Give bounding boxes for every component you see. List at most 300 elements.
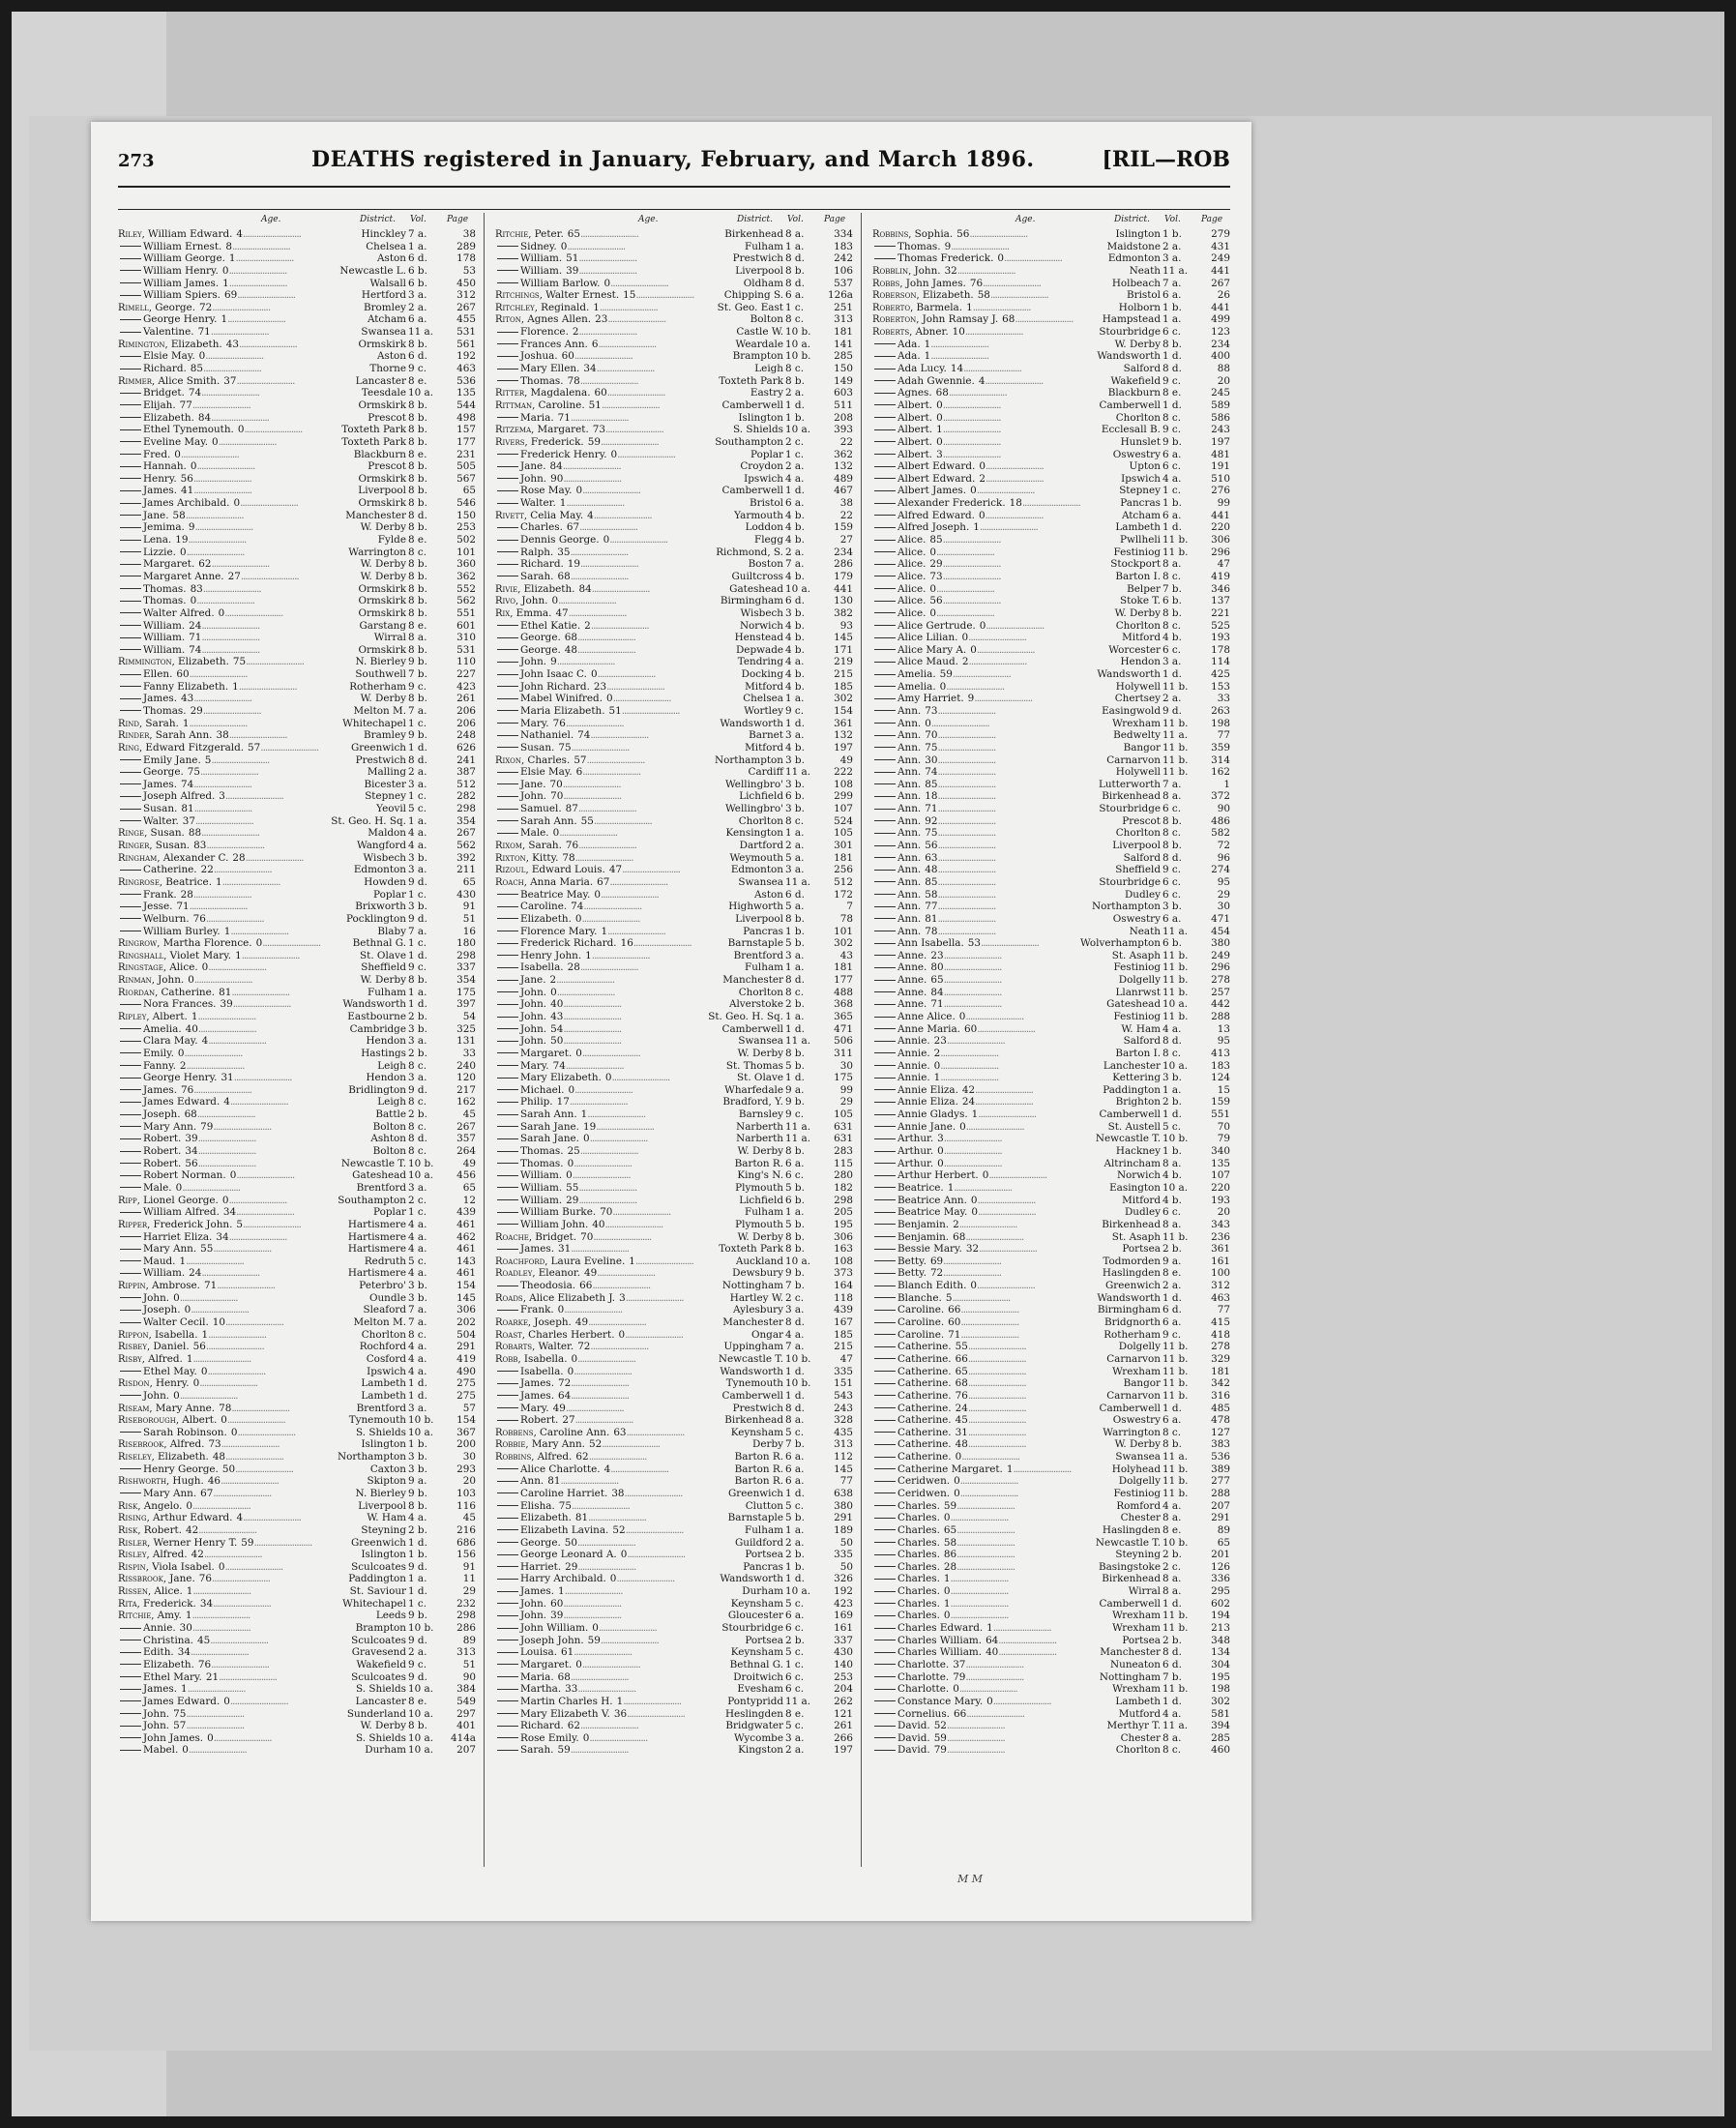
entry-district: Neath — [1129, 264, 1161, 277]
entry-surname: Risk, — [118, 1524, 144, 1536]
entry-age: 0 — [954, 1487, 960, 1499]
ditto-dash — [874, 503, 896, 504]
entry-name-cell — [495, 449, 785, 461]
register-entry — [118, 497, 476, 510]
leader-dots: .......................... — [985, 509, 1044, 521]
entry-district: Haslingden — [1102, 1267, 1161, 1280]
entry-age: 4 — [978, 374, 986, 387]
entry-forenames: Lizzie. — [143, 546, 176, 558]
entry-district: Toxteth Park — [341, 424, 406, 436]
entry-page: 177 — [834, 974, 853, 987]
leader-dots: .......................... — [596, 1120, 655, 1133]
register-entry — [118, 399, 476, 412]
entry-district: Newcastle T. — [1095, 1133, 1161, 1145]
entry-forenames: John. — [520, 998, 547, 1011]
leader-dots: .......................... — [601, 399, 660, 411]
entry-district: Pocklington — [345, 912, 406, 925]
ditto-dash — [120, 870, 141, 871]
leader-dots: .......................... — [205, 912, 264, 925]
register-entry — [495, 901, 853, 913]
entry-age: 74 — [181, 778, 194, 790]
entry-volume: 7 b. — [1162, 1670, 1182, 1683]
entry-volume: 8 c. — [1162, 570, 1182, 582]
entry-page: 278 — [1211, 974, 1230, 987]
leader-dots: .......................... — [563, 1022, 622, 1035]
entry-page: 400 — [1211, 350, 1230, 363]
entry-age: 66 — [955, 1352, 968, 1365]
ditto-dash — [874, 1004, 896, 1005]
ditto-dash — [120, 332, 141, 333]
leader-dots: .......................... — [221, 875, 280, 888]
entry-age: 1 — [943, 1597, 951, 1610]
entry-page: 15 — [1217, 1083, 1230, 1096]
entry-age: 0 — [936, 411, 943, 424]
entry-page: 442 — [1211, 998, 1230, 1011]
ditto-dash — [120, 674, 141, 675]
entry-volume: 8 c. — [408, 546, 427, 558]
entry-page: 121 — [834, 1707, 853, 1720]
entry-district: Brentford — [356, 1402, 406, 1414]
entry-district: Wandsworth — [1097, 1291, 1161, 1304]
entry-age: 24 — [955, 1402, 968, 1414]
entry-district: Birkenhead — [1102, 790, 1161, 803]
entry-page: 336 — [1211, 1573, 1230, 1585]
entry-volume: 6 a. — [785, 1451, 805, 1463]
entry-forenames: John. — [914, 264, 941, 277]
entry-volume: 9 c. — [408, 1658, 427, 1670]
register-entry — [872, 729, 1230, 742]
ditto-dash — [497, 1700, 518, 1701]
entry-page: 151 — [834, 1377, 853, 1390]
entry-forenames: Hannah. — [143, 460, 187, 473]
ditto-dash — [497, 809, 518, 810]
entry-volume: 8 c. — [408, 1145, 427, 1158]
leader-dots: .......................... — [943, 949, 1002, 961]
entry-page: 546 — [456, 497, 476, 510]
entry-forenames: Harriet Eliza. — [143, 1230, 213, 1243]
entry-forenames: Catherine. — [897, 1341, 952, 1353]
entry-page: 357 — [456, 1133, 476, 1145]
entry-page: 90 — [1217, 803, 1230, 815]
register-entry — [118, 681, 476, 694]
entry-forenames: William. — [143, 619, 186, 632]
entry-forenames: Mabel. — [143, 1744, 179, 1757]
entry-surname: Riseam, — [118, 1403, 156, 1414]
entry-volume: 11 b. — [1162, 1389, 1189, 1402]
leader-dots: .......................... — [606, 387, 665, 399]
entry-age: 0 — [970, 1280, 978, 1292]
entry-volume: 8 c. — [1162, 1047, 1182, 1059]
entry-page: 118 — [834, 1291, 853, 1304]
entry-forenames: Alice Smith. — [158, 374, 221, 387]
ditto-dash — [497, 735, 518, 736]
entry-district: Barton R. — [734, 1475, 783, 1488]
entry-district: Aston — [754, 888, 783, 901]
entry-volume: 11 b. — [1162, 754, 1189, 766]
register-entry — [118, 583, 476, 596]
entry-forenames: Charles Herbert. — [528, 1328, 615, 1341]
entry-page: 101 — [456, 546, 476, 558]
register-entry — [872, 1744, 1230, 1757]
entry-age: 4 — [236, 228, 244, 240]
leader-dots: .......................... — [236, 1169, 295, 1182]
register-entry — [872, 974, 1230, 987]
leader-dots: .......................... — [231, 986, 290, 998]
entry-age: 61 — [561, 1646, 574, 1659]
entry-volume: 8 d. — [1162, 363, 1182, 375]
ditto-dash — [497, 1017, 518, 1018]
entry-forenames: Charles. — [897, 1549, 940, 1561]
entry-forenames: Ann. — [897, 925, 922, 937]
entry-page: 383 — [1211, 1438, 1230, 1451]
leader-dots: .......................... — [578, 840, 637, 852]
entry-age: 25 — [567, 1145, 580, 1158]
entry-district: Nuneaton — [1110, 1658, 1161, 1670]
entry-age: 1 — [593, 301, 600, 313]
register-entry — [872, 1023, 1230, 1036]
register-entry — [872, 987, 1230, 999]
entry-volume: 3 a. — [785, 864, 805, 876]
entry-age: 56 — [192, 1341, 206, 1353]
register-entry — [495, 1549, 853, 1561]
entry-age: 1 — [201, 1328, 209, 1341]
entry-volume: 11 b. — [1162, 961, 1189, 974]
entry-page: 27 — [839, 534, 853, 547]
entry-district: Blaby — [377, 925, 406, 937]
entry-forenames: William George. — [143, 252, 225, 265]
entry-surname: Rissbrook, — [118, 1574, 170, 1585]
entry-page: 93 — [839, 619, 853, 632]
entry-district: Bramley — [364, 729, 406, 742]
entry-forenames: Mary. — [520, 1402, 549, 1414]
entry-age: 74 — [925, 766, 938, 779]
entry-volume: 4 a. — [1162, 1707, 1182, 1720]
entry-volume: 1 c. — [408, 717, 427, 729]
entry-district: Guildford — [734, 1536, 783, 1549]
entry-forenames: Robert. — [143, 1145, 182, 1158]
entry-volume: 4 a. — [408, 1218, 427, 1230]
entry-forenames: Maria Elizabeth. — [520, 704, 605, 717]
ditto-dash — [120, 503, 141, 504]
entry-volume: 6 c. — [1162, 643, 1182, 656]
entry-age: 1 — [186, 1352, 193, 1365]
entry-page: 179 — [834, 570, 853, 582]
ditto-dash — [874, 258, 896, 259]
register-entry — [495, 1598, 853, 1611]
leader-dots: .......................... — [597, 1267, 656, 1280]
register-entry — [495, 595, 853, 607]
entry-page: 72 — [1217, 840, 1230, 852]
entry-volume: 2 b. — [785, 1634, 805, 1646]
ditto-dash — [497, 1481, 518, 1482]
entry-page: 506 — [834, 1035, 853, 1048]
entry-district: Lancaster — [355, 374, 406, 387]
entry-page: 140 — [834, 1658, 853, 1670]
entry-volume: 8 b. — [1162, 606, 1182, 619]
entry-district: Stourbridge — [721, 1622, 783, 1635]
entry-forenames: Catherine. — [143, 864, 197, 876]
ditto-dash — [497, 1713, 518, 1714]
ditto-dash — [497, 820, 518, 821]
entry-surname: Robbie, — [495, 1439, 532, 1451]
entry-age: 0 — [971, 1206, 978, 1219]
register-entry — [118, 1438, 476, 1451]
entry-volume: 6 a. — [1162, 448, 1182, 460]
entry-age: 59 — [557, 1744, 571, 1757]
entry-district: Newcastle T. — [1095, 1536, 1161, 1549]
leader-dots: .......................... — [600, 1634, 659, 1646]
register-entry — [118, 961, 476, 974]
leader-dots: .......................... — [942, 534, 1001, 547]
entry-age: 30 — [925, 754, 938, 766]
entry-forenames: John. — [520, 1597, 547, 1610]
entry-age: 43 — [225, 338, 239, 350]
register-entry — [118, 1512, 476, 1524]
leader-dots: .......................... — [190, 1646, 249, 1659]
register-entry — [495, 1121, 853, 1134]
register-entry — [118, 302, 476, 314]
ditto-dash — [120, 270, 141, 271]
register-entry — [118, 1048, 476, 1060]
entry-district: Oundle — [368, 1291, 406, 1304]
entry-forenames: Alice. — [897, 546, 927, 558]
entry-forenames: Clara May. — [143, 1035, 198, 1048]
entry-volume: 8 a. — [1162, 1573, 1182, 1585]
entry-age: 74 — [188, 387, 202, 399]
entry-district: Plymouth — [735, 1181, 783, 1194]
entry-volume: 8 b. — [1162, 814, 1182, 827]
entry-volume: 3 a. — [785, 729, 805, 742]
entry-age: 0 — [979, 619, 986, 632]
leader-dots: .......................... — [578, 1181, 637, 1194]
entry-district: Blackburn — [353, 448, 406, 460]
register-entry — [118, 1610, 476, 1622]
ditto-dash — [120, 1700, 141, 1701]
entry-page: 313 — [834, 1438, 853, 1451]
entry-age: 0 — [188, 974, 194, 987]
entry-district: W. Derby — [1114, 606, 1161, 619]
register-entry — [495, 1720, 853, 1732]
leader-dots: .......................... — [967, 1426, 1026, 1438]
ditto-dash — [497, 1371, 518, 1372]
entry-volume: 3 a. — [408, 289, 427, 302]
entry-volume: 3 b. — [408, 1022, 427, 1035]
entry-forenames: Sidney. — [520, 240, 557, 252]
entry-age: 71 — [176, 901, 190, 913]
ditto-dash — [874, 991, 896, 992]
entry-forenames: Alice Gertrude. — [897, 619, 976, 632]
entry-volume: 8 d. — [1162, 1035, 1182, 1048]
register-entry — [872, 1011, 1230, 1023]
entry-volume: 6 a. — [785, 1475, 805, 1488]
entry-forenames: Ann. — [897, 840, 922, 852]
leader-dots: .......................... — [192, 888, 251, 901]
register-entry — [872, 1366, 1230, 1378]
entry-age: 0 — [933, 1059, 941, 1072]
register-entry — [495, 1035, 853, 1048]
entry-volume: 8 c. — [408, 1328, 427, 1341]
entry-age: 29 — [190, 704, 203, 717]
entry-district: Wandsworth — [720, 717, 783, 729]
entry-volume: 4 a. — [785, 656, 805, 668]
entry-page: 365 — [834, 1011, 853, 1022]
entry-volume: 2 a. — [785, 1744, 805, 1757]
entry-page: 150 — [456, 509, 476, 521]
entry-surname: Rind, — [118, 718, 146, 729]
entry-forenames: William Ernest. — [143, 240, 222, 252]
entry-district: Oswestry — [1112, 448, 1161, 460]
leader-dots: .......................... — [593, 509, 652, 521]
entry-district: W. Derby — [360, 693, 406, 705]
entry-volume: 1 a. — [1162, 313, 1182, 326]
entry-age: 0 — [173, 1291, 180, 1304]
ditto-dash — [497, 1199, 518, 1200]
entry-forenames: Peter. — [534, 228, 564, 240]
register-entry — [118, 840, 476, 852]
register-entry — [872, 644, 1230, 657]
entry-volume: 3 b. — [785, 754, 805, 766]
register-entry — [118, 889, 476, 901]
entry-page: 43 — [839, 949, 853, 961]
ditto-dash — [874, 343, 896, 344]
leader-dots: .......................... — [937, 925, 996, 937]
register-entry — [118, 901, 476, 913]
entry-age: 60 — [176, 668, 190, 681]
leader-dots: .......................... — [179, 1291, 238, 1304]
entry-name-cell — [872, 265, 1162, 279]
entry-volume: 8 a. — [785, 1414, 805, 1427]
entry-district: Nottingham — [721, 1280, 783, 1292]
entry-age: 39 — [566, 264, 579, 277]
entry-volume: 3 b. — [408, 901, 427, 913]
leader-dots: .......................... — [235, 252, 294, 265]
entry-volume: 9 c. — [1162, 864, 1182, 876]
entry-age: 1 — [228, 252, 236, 265]
entry-age: 73 — [592, 424, 606, 436]
register-entry — [495, 742, 853, 754]
entry-district: Norwich — [1116, 1169, 1161, 1182]
entry-district: Pancras — [743, 925, 783, 937]
entry-name-cell — [872, 815, 1162, 828]
entry-age: 79 — [200, 1120, 214, 1133]
ditto-dash — [874, 1750, 896, 1751]
entry-forenames: Albert. — [897, 424, 933, 436]
entry-surname: Rimell, — [118, 302, 156, 313]
leader-dots: .......................... — [564, 1304, 623, 1316]
leader-dots: .......................... — [952, 668, 1011, 681]
register-entry — [495, 1366, 853, 1378]
entry-volume: 2 a. — [785, 460, 805, 473]
register-entry — [872, 1524, 1230, 1537]
entry-district: Castle W. — [736, 326, 783, 339]
entry-forenames: Henry. — [155, 1377, 190, 1390]
entry-page: 150 — [834, 363, 853, 375]
entry-volume: 6 d. — [1162, 1658, 1182, 1670]
entry-volume: 11 b. — [1162, 534, 1189, 547]
entry-volume: 11 a. — [785, 875, 811, 888]
entry-district: Southampton — [338, 1194, 406, 1206]
entry-volume: 1 a. — [785, 240, 805, 252]
register-entry — [495, 864, 853, 876]
entry-age: 2 — [953, 1218, 959, 1230]
leader-dots: .......................... — [186, 1720, 245, 1732]
entry-district: Poplar — [373, 888, 406, 901]
register-entry — [118, 1121, 476, 1134]
entry-forenames: Welburn. — [143, 912, 190, 925]
register-entry — [872, 693, 1230, 705]
entry-volume: 11 b. — [1162, 1011, 1189, 1022]
entry-volume: 1 a. — [785, 693, 805, 705]
entry-page: 490 — [456, 1365, 476, 1377]
entry-forenames: Charles. — [897, 1610, 940, 1622]
entry-age: 1 — [924, 338, 931, 350]
register-entry — [118, 1377, 476, 1390]
ditto-dash — [497, 1542, 518, 1543]
entry-page: 132 — [834, 460, 853, 473]
leader-dots: .......................... — [211, 558, 270, 571]
entry-district: Whitechapel — [342, 1597, 406, 1610]
entry-name-cell — [495, 889, 785, 901]
entry-volume: 1 a. — [408, 1573, 427, 1585]
entry-surname: Roadley, — [495, 1268, 539, 1280]
entry-page: 107 — [1211, 1169, 1230, 1182]
column-divider — [861, 213, 862, 1867]
entry-age: 67 — [597, 875, 610, 888]
entry-age: 0 — [229, 1169, 237, 1182]
ditto-dash — [874, 1628, 896, 1629]
entry-forenames: Catherine. — [897, 1426, 952, 1438]
entry-age: 3 — [219, 790, 225, 803]
entry-volume: 6 d. — [408, 252, 427, 265]
entry-name-cell — [495, 1500, 785, 1513]
entry-volume: 8 b. — [408, 521, 427, 534]
ditto-dash — [874, 1591, 896, 1592]
entry-forenames: Ada. — [897, 350, 921, 363]
entry-volume: 7 b. — [1162, 582, 1182, 595]
register-entry — [118, 473, 476, 486]
entry-volume: 1 d. — [1162, 1402, 1182, 1414]
ditto-dash — [874, 881, 896, 882]
entry-district: Ecclesall B. — [1101, 424, 1161, 436]
entry-district: Barton I. — [1115, 1047, 1161, 1059]
entry-volume: 1 d. — [408, 998, 427, 1011]
entry-forenames: Sarah Ann. — [520, 814, 577, 827]
entry-page: 362 — [834, 448, 853, 460]
ditto-dash — [874, 1432, 896, 1433]
entry-volume: 8 c. — [785, 313, 805, 326]
entry-page: 100 — [1211, 1267, 1230, 1280]
register-entry — [118, 449, 476, 461]
leader-dots: .......................... — [193, 974, 252, 987]
entry-surname: Roast, — [495, 1329, 529, 1341]
entry-name-cell — [495, 497, 785, 510]
entry-forenames: Robert. — [143, 1133, 182, 1145]
entry-page: 181 — [1211, 1365, 1230, 1377]
ditto-dash — [874, 1407, 896, 1408]
entry-page: 348 — [1211, 1634, 1230, 1646]
entry-page: 45 — [462, 1512, 476, 1524]
entry-volume: 6 a. — [1162, 289, 1182, 302]
leader-dots: .......................... — [577, 1352, 636, 1365]
ditto-dash — [497, 980, 518, 981]
register-entry — [872, 313, 1230, 326]
entry-volume: 8 d. — [408, 754, 427, 766]
entry-volume: 10 b. — [785, 326, 811, 339]
entry-age: 0 — [200, 1365, 208, 1377]
entry-page: 50 — [839, 1560, 853, 1573]
entry-volume: 5 b. — [785, 1059, 805, 1072]
entry-age: 1 — [232, 680, 239, 693]
